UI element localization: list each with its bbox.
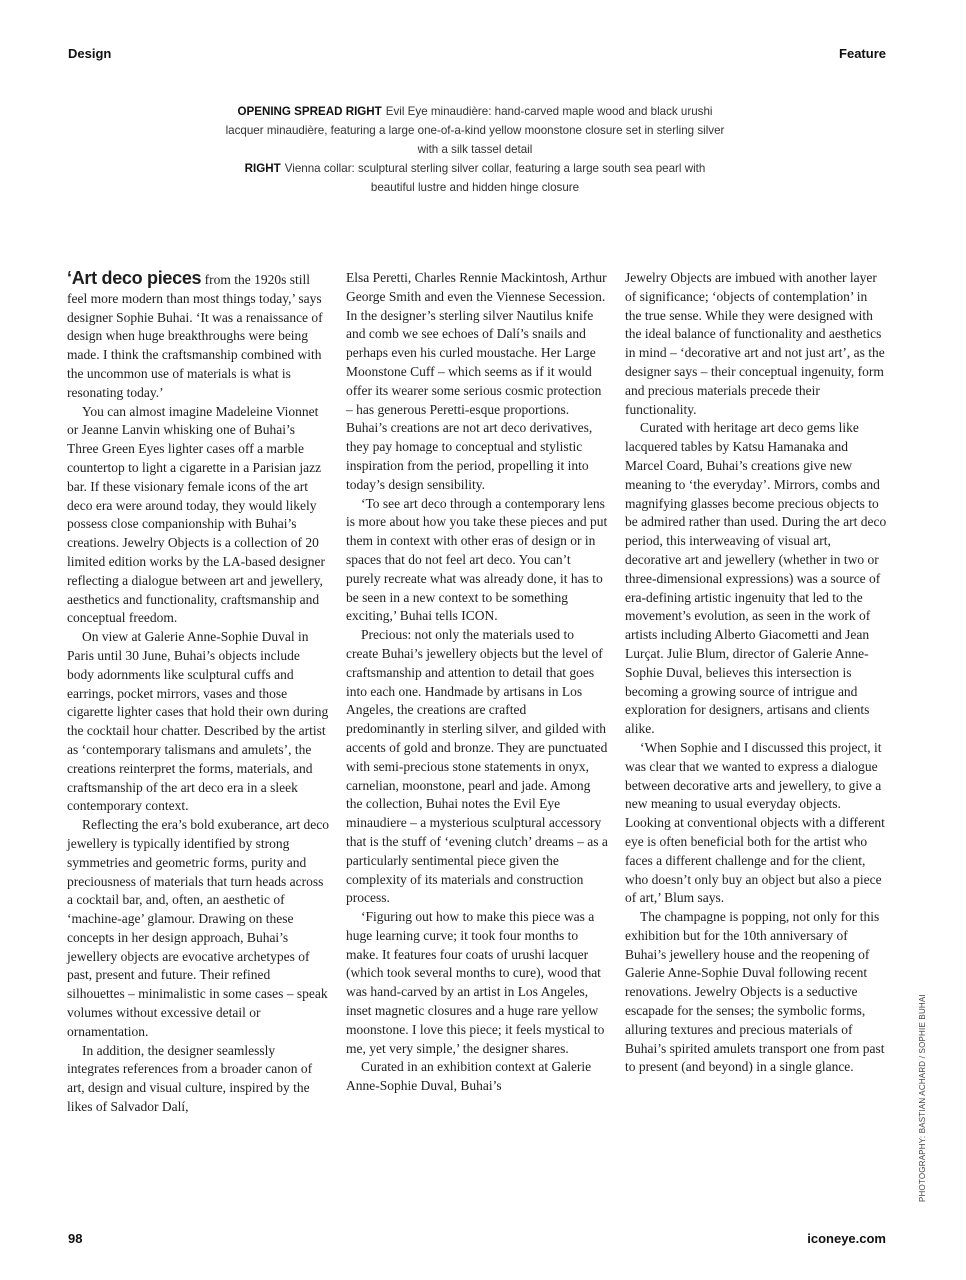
caption-label: RIGHT xyxy=(244,162,281,175)
article-paragraph: ‘Figuring out how to make this piece was a huge learning curve; it took four months to make. It features four coats of urushi lacquer (which took several months to cure), wood that was hand-carved by an artist in Los Angeles, inset magnetic closures and a huge rare yellow moonstone. I love this piece; it feels mystical to me, yet very simple,’ the designer shares. xyxy=(346,909,605,1056)
lead-in: ‘Art deco pieces xyxy=(67,268,202,288)
article-paragraph: Reflecting the era’s bold exuberance, art deco jewellery is typically identified by strong symmetries and geometric forms, purity and preciousness of materials that turn heads across a cocktail bar, and, often, an aesthetic of ‘machine-age’ glamour. Drawing on these concepts in her design approach, Buhai’s jewellery objects are evocative archetypes of past, present and future. Their refined silhouettes – minimalistic in some cases – speak volumes without excessive detail or ornamentation. xyxy=(67,817,330,1039)
article-paragraph: You can almost imagine Madeleine Vionnet or Jeanne Lanvin whisking one of Buhai’s Three Green Eyes lighter cases off a marble countertop to light a cigarette in a Parisian jazz bar. If these visionary female icons of the art deco era were around today, they would likely possess close companionship with Buhai’s creations. Jewelry Objects is a collection of 20 limited edition works by the LA-based designer reflecting a dialogue between art and jewellery, aesthetics and functionality, craftsmanship and conceptual freedom. xyxy=(67,403,325,626)
section-label: Design xyxy=(68,46,112,61)
photo-credit: PHOTOGRAPHY: BASTIAN ACHARD / SOPHIE BUHAI xyxy=(918,994,927,1202)
article-paragraph: ‘When Sophie and I discussed this project, it was clear that we wanted to express a dialogue between decorative arts and jewellery, to give a new meaning to usual everyday objects. Looking at conventional objects with a different eye is often beneficial both for the artist who faces a different challenge and for the client, who doesn’t only buy an object but also a piece of art,’ Blum says. xyxy=(625,739,885,906)
page-number: 98 xyxy=(68,1231,83,1246)
article-paragraph: Curated in an exhibition context at Galerie Anne-Sophie Duval, Buhai’s xyxy=(346,1059,592,1094)
article-paragraph: ‘To see art deco through a contemporary lens is more about how you take these pieces and put them in context with other eras of design or in spaces that do not feel art deco. You can’t purely recreate what was already done, it has to be seen in a new context to be something exciting,’ Buhai tells ICON. xyxy=(346,495,608,624)
caption-opening-spread xyxy=(225,102,725,159)
caption-text: Evil Eye minaudière: hand-carved maple wood and black urushi lacquer minaudière, featuring a large one-of-a-kind yellow moonstone closure set in sterling silver with a silk tassel detail xyxy=(225,105,725,156)
article-paragraph: On view at Galerie Anne-Sophie Duval in Paris until 30 June, Buhai’s objects include body adornments like sculptural cuffs and earrings, pocket mirrors, vases and those cigarette lighter cases that hold their own during the cocktail hour chatter. Described by the artist as ‘contemporary talismans and amulets’, the creations reinterpret the forms, materials, and craftsmanship of the art deco era in a sleek contemporary context. xyxy=(67,629,329,814)
article-column-1 xyxy=(67,269,329,1117)
article-paragraph: Elsa Peretti, Charles Rennie Mackintosh, Arthur George Smith and even the Viennese Secession. In the designer’s sterling silver Nautilus knife and comb we see echoes of Dalí’s snails and perhaps even his curled moustache. Her Large Moonstone Cuff – which seems as if it would offer its wearer some serious cosmic protection – has generous Peretti-esque proportions. Buhai’s creations are not art deco derivatives, they pay homage to conceptual and stylistic inspiration from the period, propelling it into today’s design sensibility. xyxy=(346,270,607,492)
caption-right xyxy=(225,159,725,197)
category-label: Feature xyxy=(839,46,886,61)
article-paragraph: In addition, the designer seamlessly integrates references from a broader canon of art, design and visual culture, inspired by the likes of Salvador Dalí, xyxy=(67,1042,313,1115)
caption-text: Vienna collar: sculptural sterling silver collar, featuring a large south sea pearl with beautiful lustre and hidden hinge closure xyxy=(284,162,706,194)
site-url: iconeye.com xyxy=(807,1231,886,1246)
caption-label: OPENING SPREAD RIGHT xyxy=(237,105,382,118)
article-paragraph: ‘Art deco pieces from the 1920s still feel more modern than most things today,’ says designer Sophie Buhai. ‘It was a renaissance of design when huge breakthroughs were being made. I think the craftsmanship combined with the uncommon use of materials is what is resonating today.’ xyxy=(67,268,323,400)
article-paragraph: Jewelry Objects are imbued with another layer of significance; ‘objects of contemplation’ in the true sense. While they were designed with the ideal balance of functionality and aesthetics in mind – ‘decorative art and not just art’, as the designer says – their conceptual ingenuity, form and precious materials precede their functionality. xyxy=(625,270,885,417)
article-paragraph: The champagne is popping, not only for this exhibition but for the 10th anniversary of Buhai’s jewellery house and the reopening of Galerie Anne-Sophie Duval following recent renovations. Jewelry Objects is a seductive escapade for the senses; the symbolic forms, alluring textures and precious materials of Buhai’s spirited amulets transport one from past to present (and beyond) in a single glance. xyxy=(625,909,885,1075)
image-captions xyxy=(225,102,725,197)
article-paragraph: Curated with heritage art deco gems like lacquered tables by Katsu Hamanaka and Marcel Coard, Buhai’s creations give new meaning to ‘the everyday’. Mirrors, combs and magnifying glasses become precious objects to be admired rather than used. During the art deco period, this interweaving of visual art, decorative art and jewellery (whether in two or three-dimensional expressions) was a source of era-defining artistic ingenuity that led to the movement’s evolution, as seen in the work of artists including Alberto Giacometti and Jean Lurçat. Julie Blum, director of Galerie Anne-Sophie Duval, believes this intersection is becoming a growing source of intrigue and exploration for designers, artisans and clients alike. xyxy=(625,420,887,737)
article-paragraph: Precious: not only the materials used to create Buhai’s jewellery objects but the level of craftsmanship and attention to detail that goes into each one. Handmade by artisans in Los Angeles, the creations are crafted predominantly in sterling silver, and gilded with accents of gold and bronze. They are punctuated with semi-precious stone statements in onyx, carnelian, moonstone, pearl and jade. Among the collection, Buhai notes the Evil Eye minaudiere – a mysterious sculptural accessory that is the stuff of ‘evening clutch’ dreams – as a particularly sentimental piece given the complexity of its materials and construction process. xyxy=(346,627,608,906)
article-column-2 xyxy=(346,269,608,1096)
article-column-3 xyxy=(625,269,887,1077)
